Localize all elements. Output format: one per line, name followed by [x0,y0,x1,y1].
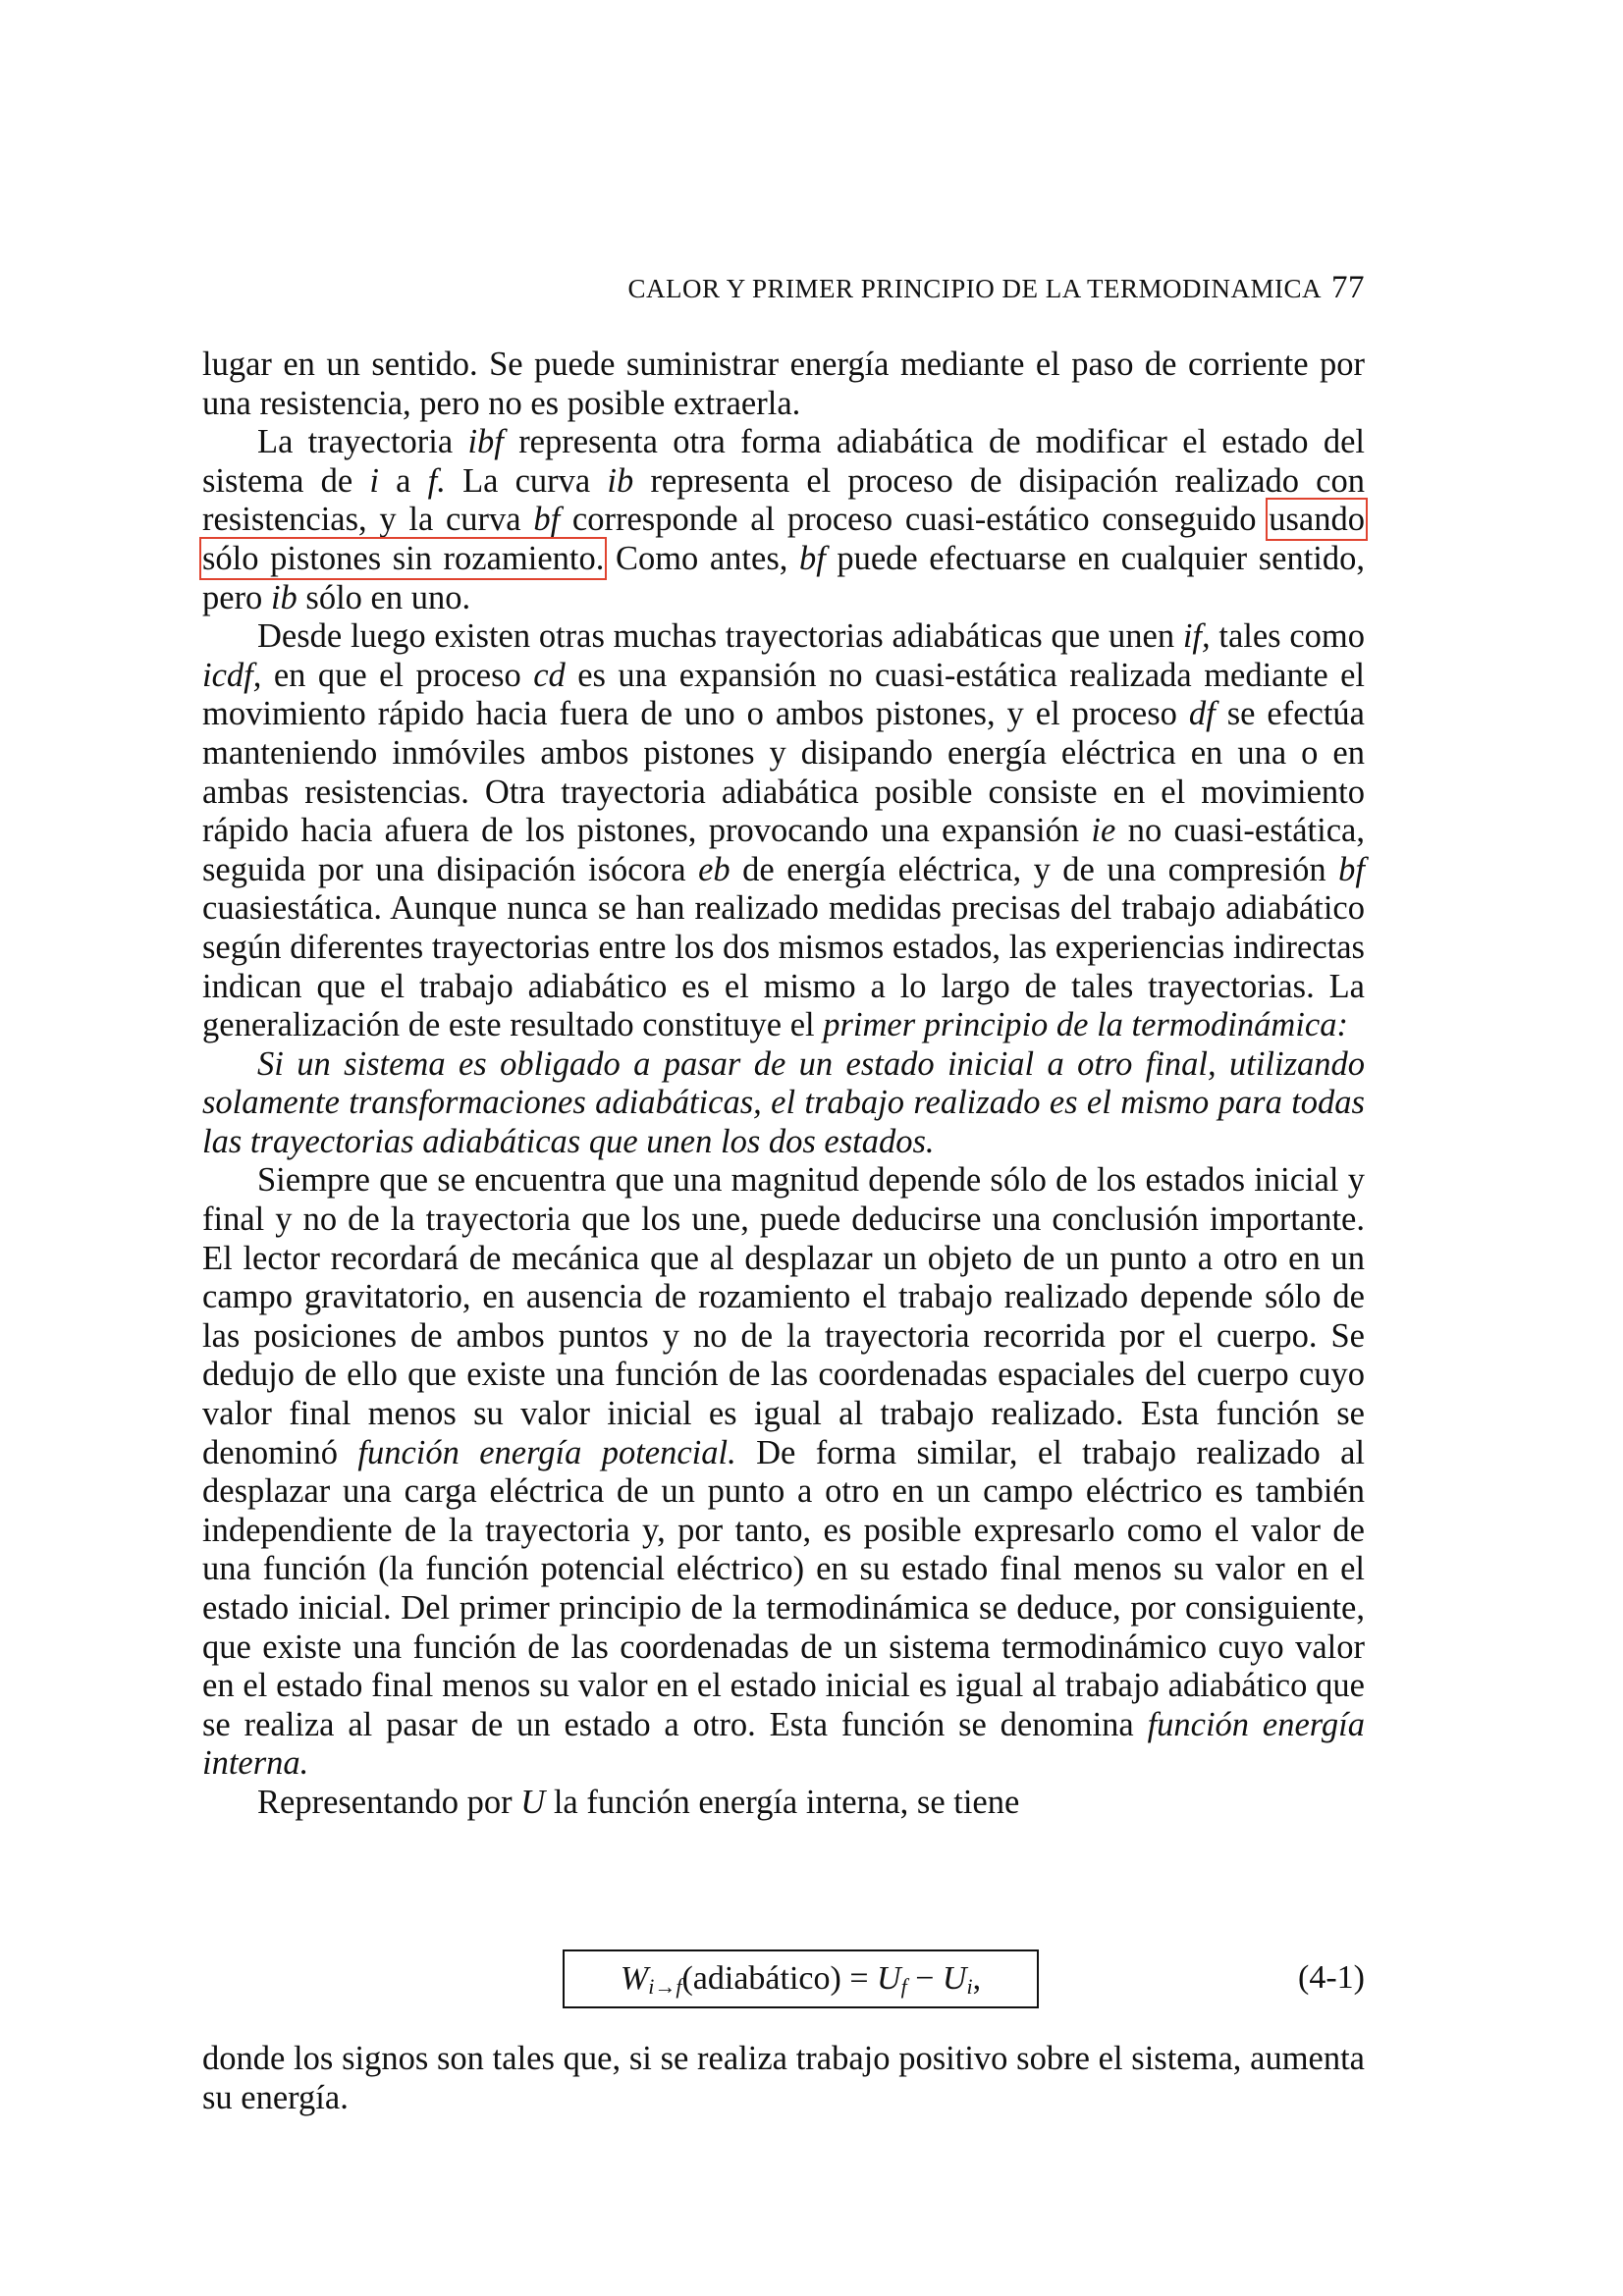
eq-symbol: W [620,1960,649,1997]
paragraph-3 [202,617,1365,1045]
text-run: de energía eléctrica, y de una compresión [730,850,1339,888]
italic-term: ib [607,461,634,500]
italic-term: f. [427,461,446,500]
equation-row [202,1949,1365,2012]
eq-text: (adiabático) [681,1960,841,1997]
italic-term: ie [1091,812,1116,850]
header-title: CALOR Y PRIMER PRINCIPIO DE LA TERMODINAMICA [627,274,1322,303]
text-run: en que el proceso [261,656,534,694]
italic-term: icdf, [202,656,262,694]
text-run: es una expansión no cuasi-estática realizada mediante el movimiento rápido hacia fuera de uno o ambos pistones, y el proceso [202,656,1365,733]
text-run: representa otra forma adiabática de modificar el estado del sistema de [202,423,1365,500]
italic-term: cd [533,656,566,694]
paragraph-5 [202,1161,1365,1784]
text-run: Como antes, [604,539,799,577]
italic-term: función energía potencial. [357,1433,736,1471]
text-run: Desde luego existen otras muchas trayectorias adiabáticas que unen [257,617,1183,656]
body-text [202,346,1365,1823]
text-run: De forma similar, el trabajo realizado al desplazar una carga eléctrica de un punto a otro en un campo eléctrico es también independiente de la trayectoria y, por tanto, es posible expresarlo como el valor de una función (la función potencial eléctrico) en su estado final menos su valor en el estado inicial. Del primer principio de la termodinámica se deduce, por consiguiente, que existe una función de las coordenadas de un sistema termodinámico cuyo valor en el estado final menos su valor en el estado inicial es igual al trabajo adiabático que se realiza al pasar de un estado a otro. Esta función se denomina [202,1433,1365,1743]
italic-term: df [1188,695,1216,733]
text-run: tales como [1210,617,1365,656]
paragraph-7: donde los signos son tales que, si se realiza trabajo positivo sobre el sistema, aumenta su energía. [202,2040,1365,2116]
eq-operator: − [906,1960,943,1997]
italic-term: ib [270,578,298,616]
eq-subscript: f [900,1974,907,1999]
paragraph-6 [202,1784,1365,1823]
text-run: puede efectuarse en cualquier sentido, pero [202,539,1366,616]
eq-subscript: i [966,1974,973,1999]
italic-term: bf [1338,850,1365,888]
text-run: La curva [445,461,608,500]
page-number: 77 [1331,270,1365,305]
text-run: corresponde al proceso cuasi-estático conseguido [560,501,1270,539]
italic-term: primer principio de la termodinámica: [823,1006,1348,1044]
text-run: representa el proceso de disipación realizado con resistencias, y la curva [202,461,1365,539]
equation-number: (4-1) [1298,1959,1365,1996]
running-header [599,270,1365,306]
eq-symbol: U [942,1960,967,1997]
text-run: Siempre que se encuentra que una magnitud depende sólo de los estados inicial y final y no de la trayectoria que los une, puede deducirse una conclusión importante. El lector recordará de mecánica que al desplazar un objeto de un punto a otro en un campo gravitatorio, en ausencia de rozamiento el trabajo realizado depende sólo de las posiciones de ambos puntos y no de la trayectoria recorrida por el cuerpo. Se dedujo de ello que existe una función de las coordenadas espaciales del cuerpo cuyo valor final menos su valor inicial es igual al trabajo realizado. Esta función se denominó [202,1161,1365,1471]
text-run: se efectúa manteniendo inmóviles ambos pistones y disipando energía eléctrica en una o en ambas resistencias. Otra trayectoria adiabática posible consiste en el movimiento rápido hacia afuera de los pistones, provocando una expansión [202,695,1365,850]
eq-subscript: i→f [648,1974,682,1999]
text-run: no cuasi-estática, seguida por una disipación isócora [202,812,1365,888]
eq-operator: = [840,1960,878,1997]
italic-term: bf [533,501,561,539]
text-run: a [379,461,428,500]
italic-term: eb [698,850,730,888]
italic-term: bf [798,539,826,577]
text-run: sólo en uno. [297,578,471,616]
italic-term: ibf [467,423,504,461]
eq-symbol: U [877,1960,901,1997]
text-run: cuasiestática. Aunque nunca se han realizado medidas precisas del trabajo adiabático según diferentes trayectorias entre los dos mismos estados, las experiencias indirectas indican que el trabajo adiabático es el mismo a lo largo de tales trayectorias. La generalización de este resultado constituye el [202,889,1365,1044]
text-run: la función energía interna, se tiene [545,1783,1020,1821]
italic-term: función energía interna. [202,1705,1365,1783]
italic-term: U [520,1783,546,1821]
italic-term: i [369,461,379,500]
paragraph-1: lugar en un sentido. Se puede suministrar energía mediante el paso de corriente por una resistencia, pero no es posible extraerla. [202,346,1365,422]
equation-4-1 [563,1949,1039,2008]
closing-text [202,2040,1365,2117]
eq-text: , [972,1960,982,1997]
highlighted-phrase[interactable]: usando sólo pistones sin rozamiento. [202,501,1365,577]
paragraph-2 [202,423,1365,617]
text-run: La trayectoria [257,423,468,461]
first-law-statement: Si un sistema es obligado a pasar de un estado inicial a otro final, utilizando solamente transformaciones adiabáticas, el trabajo realizado es el mismo para todas las trayectorias adiabáticas que unen los dos estados. [202,1044,1365,1160]
text-run: Representando por [257,1783,521,1821]
italic-term: if, [1182,617,1211,656]
